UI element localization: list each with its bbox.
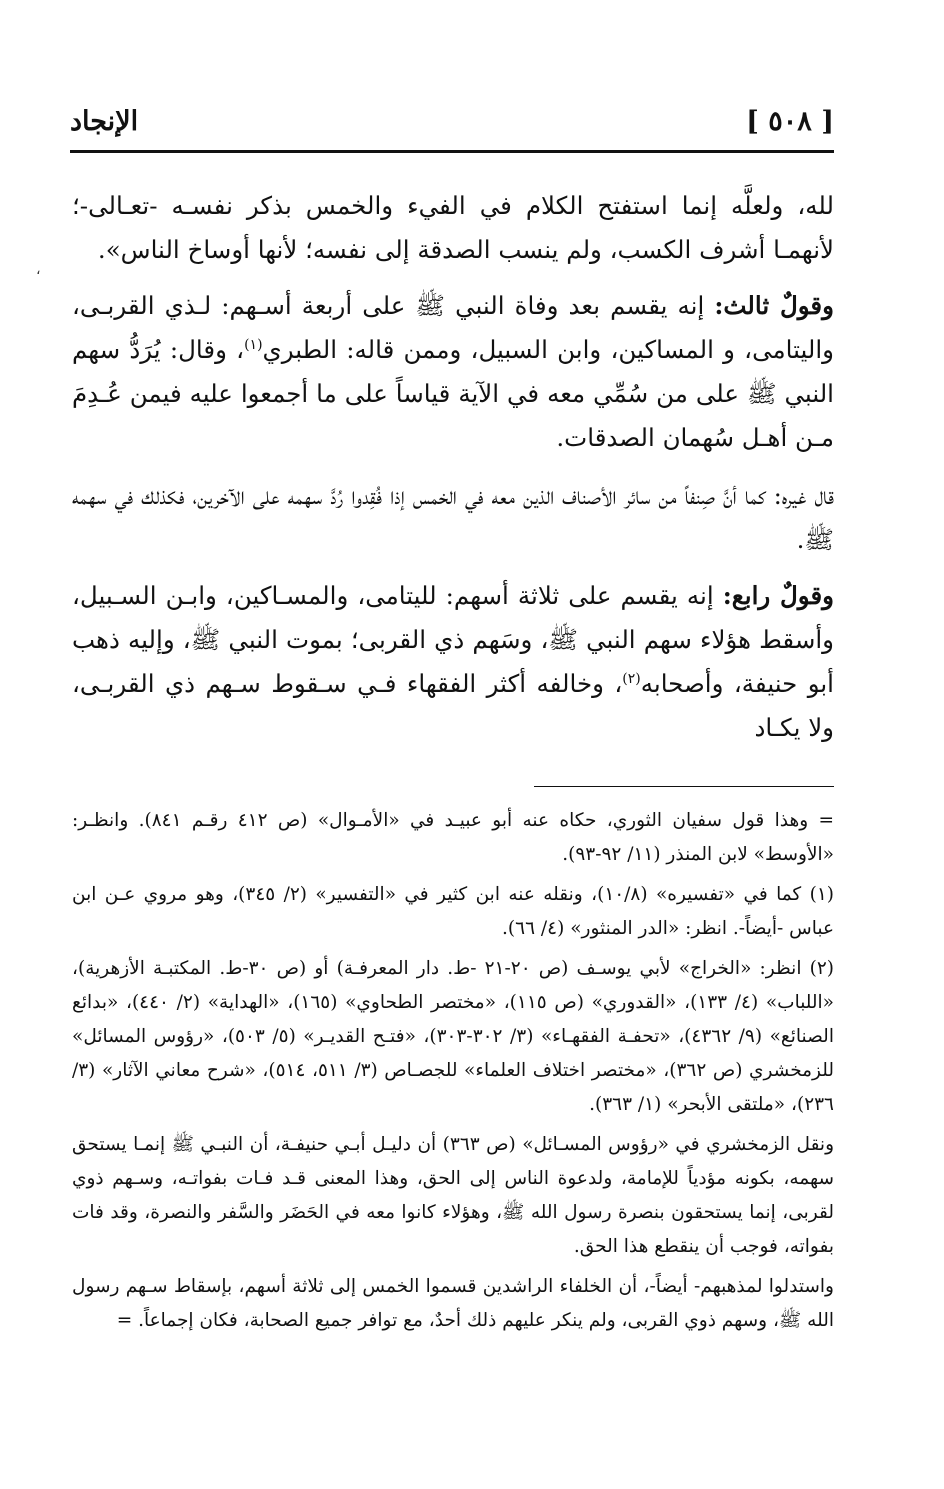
footnote-istidlal: واستدلوا لمذهبهم- أيضاً-، أن الخلفاء الراشدين قسموا الخمس إلى ثلاثة أسهم، بإسقاط سـهم رسول الله ﷺ، وسهم ذوي القربى، ولم ينكر عليهم ذلك أحدٌ، مع توافر جميع الصحابة، فكان إجماعاً. =: [72, 1276, 834, 1331]
paragraph-other-saying: قال غيره: كما أنَّ صِنفاً من سائر الأصناف الذين معه في الخمس إذا فُقِدوا رُدَّ سهمه على الآخرين، فكذلك في سهمه ﷺ.: [72, 481, 834, 554]
margin-mark: ،: [36, 262, 41, 278]
footnote-divider: [534, 786, 834, 787]
header-divider: [70, 150, 834, 153]
footnote-1: (١) كما في «تفسيره» (١٠/٨)، ونقله عنه ابن كثير في «التفسير» (٢/ ٣٤٥)، وهو مروي عـن ابن عباس -أيضاً-. انظر: «الدر المنثور» (٤/ ٦٦).: [72, 884, 834, 939]
paragraph-1: لله، ولعلَّه إنما استفتح الكلام في الفيء والخمس بذكر نفسـه -تعـالى-؛ لأنهمـا أشرف الكسب، ولم ينسب الصدقة إلى نفسه؛ لأنها أوساخ الناس».: [72, 191, 834, 264]
footnote-ref-1: (١): [244, 336, 263, 353]
footnotes: [72, 804, 834, 1344]
footnote-zamakhshari: ونقل الزمخشري في «رؤوس المسـائل» (ص ٣٦٣) أن دليـل أبـي حنيفـة، أن النبـي ﷺ إنمـا يستحق سهمه، بكونه مؤدياً للإمامة، ولدعوة الناس إلى الحق، وهذا المعنى قـد فـات بفواتـه، وسـهم ذوي لقربى، إنما يستحقون بنصرة رسول الله ﷺ، وهؤلاء كانوا معه في الحَضَر والسَّفر والنصرة، وقد فات بفواته، فوجب أن ينقطع هذا الحق.: [72, 1134, 835, 1257]
fourth-opinion-heading: وقولٌ رابع:: [722, 581, 835, 610]
footnote-continuation: = وهذا قول سفيان الثوري، حكاه عنه أبو عبيـد في «الأمـوال» (ص ٤١٢ رقـم ٨٤١). وانظـر: «الأوسط» لابن المنذر (١١/ ٩٢-٩٣).: [72, 810, 834, 865]
paragraph-fourth-opinion: [72, 574, 834, 750]
third-opinion-text-a: إنه يقسم بعد وفاة النبي ﷺ على أربعة أسـهم: لـذي القربـى، واليتامى، و المساكين، وابن السبيل، وممن قاله: الطبري: [72, 291, 834, 364]
fourth-opinion-text-b: ، وخالفه أكثر الفقهاء فـي سـقوط سـهم ذي القربـى، ولا يكـاد: [72, 669, 834, 742]
page-number: [ ٥٠٨ ]: [746, 106, 834, 137]
fourth-opinion-text-a: إنه يقسم على ثلاثة أسهم: لليتامى، والمسـاكين، وابـن السـبيل، وأسقط هؤلاء سهم النبي ﷺ، وسَهم ذي القربى؛ بموت النبي ﷺ، وإليه ذهب أبو حنيفة، وأصحابه: [72, 581, 834, 698]
footnote-ref-2: (٢): [622, 670, 641, 687]
third-opinion-heading: وقولٌ ثالث:: [714, 291, 834, 320]
third-opinion-text-b: ، وقال: يُرَدُّ سهم النبي ﷺ على من سُمِّي معه في الآية قياساً على ما أجمعوا عليه فيمن عُـدِمَ مـن أهـل سُهمان الصدقات.: [72, 335, 834, 452]
footnote-2: (٢) انظر: «الخراج» لأبي يوسـف (ص ٢٠-٢١ -ط. دار المعرفـة) أو (ص ٣٠-ط. المكتبـة الأزهرية)، «اللباب» (٤/ ١٣٣)، «القدوري» (ص ١١٥)، «مختصر الطحاوي» (١٦٥)، «الهداية» (٢/ ٤٤٠)، «بدائع الصنائع» (٩/ ٤٣٦٢)، «تحفـة الفقهـاء» (٣/ ٣٠٢-٣٠٣)، «فتـح القديـر» (٥/ ٥٠٣)، «رؤوس المسائل» للزمخشري (ص ٣٦٢)، «مختصر اختلاف العلماء» للجصـاص (٣/ ٥١١، ٥١٤)، «شرح معاني الآثار» (٣/ ٢٣٦)، «ملتقى الأبحر» (١/ ٣٦٣).: [72, 958, 835, 1115]
running-title: الإنجاد: [70, 106, 139, 137]
paragraph-third-opinion: [72, 284, 834, 460]
page-header: [70, 98, 834, 148]
main-text: [72, 184, 834, 762]
